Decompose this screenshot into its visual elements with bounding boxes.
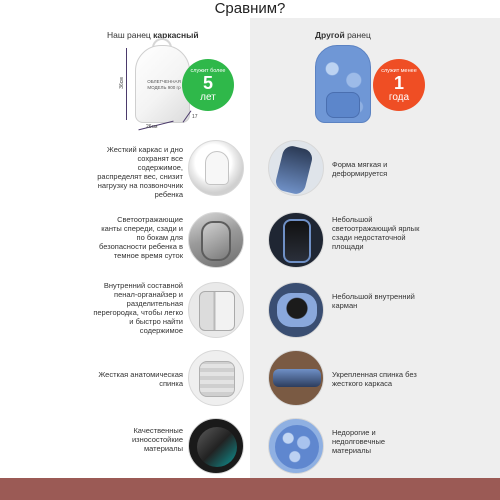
right-column-heading (315, 30, 371, 40)
badge-right-number: 1 (393, 72, 404, 93)
small-reflector-image (268, 212, 324, 268)
anatomic-back-image (188, 350, 244, 406)
quality-material-image (188, 418, 244, 474)
badge-left-unit: лет (200, 91, 216, 103)
right-heading-bold: Другой (315, 30, 345, 40)
blue-backpack-pocket (326, 92, 360, 118)
right-feature-4-text: Укрепленная спинка без жесткого каркаса (332, 370, 417, 388)
soft-shape-image (268, 140, 324, 196)
badge-right-unit: года (388, 91, 410, 103)
right-feature-1-text: Форма мягкая и деформируется (332, 160, 388, 178)
left-feature-5-text: Качественные износостойкие материалы (131, 426, 183, 453)
reflective-trim-image (188, 212, 244, 268)
left-feature-2-text: Светоотражающие канты спереди, сзади и по бокам для безопасности ребенка в темное время суток (99, 215, 183, 260)
left-feature-1-text: Жесткий каркас и дно сохранят все содержимое, распределят вес, снизит нагрузку на позвоночник ребенка (97, 145, 183, 199)
inner-pocket-image (268, 282, 324, 338)
footer-bar (0, 478, 500, 500)
depth-dimension-label: 17 (192, 114, 198, 120)
reinforced-back-image (268, 350, 324, 406)
height-dimension-label: 36см (118, 77, 125, 89)
left-feature-3-text: Внутренний составной пенал-органайзер и разделительная перегородка, чтобы легко и быстро найти содержимое (93, 281, 183, 335)
left-heading-bold: каркасный (153, 30, 199, 40)
left-heading-prefix: Наш ранец (107, 30, 154, 40)
right-feature-3-text: Небольшой внутренний карман (332, 292, 415, 310)
page-title: Сравним? (214, 0, 286, 17)
height-dimension-line (126, 48, 127, 120)
lifetime-badge-left (185, 62, 231, 108)
right-feature-5-text: Недорогие и недолговечные материалы (332, 428, 386, 455)
cheap-material-image (268, 418, 324, 474)
badge-right-top: служит менее (381, 67, 417, 74)
lifetime-badge-right (376, 62, 422, 108)
right-heading-suffix: ранец (344, 30, 371, 40)
organizer-image (188, 282, 244, 338)
right-feature-2-text: Небольшой светоотражающий ярлык сзади недостаточной площади (332, 215, 420, 251)
backpack-print-text: ОБЛЕГЧЕННАЯ МОДЕЛЬ 900 гр (147, 79, 181, 90)
left-column-heading (107, 30, 199, 40)
left-feature-4-text: Жесткая анатомическая спинка (98, 370, 183, 388)
width-dimension-label: 26см (146, 124, 158, 130)
badge-left-top: служит более (190, 67, 226, 74)
badge-left-number: 5 (202, 72, 213, 93)
hard-shell-image (188, 140, 244, 196)
